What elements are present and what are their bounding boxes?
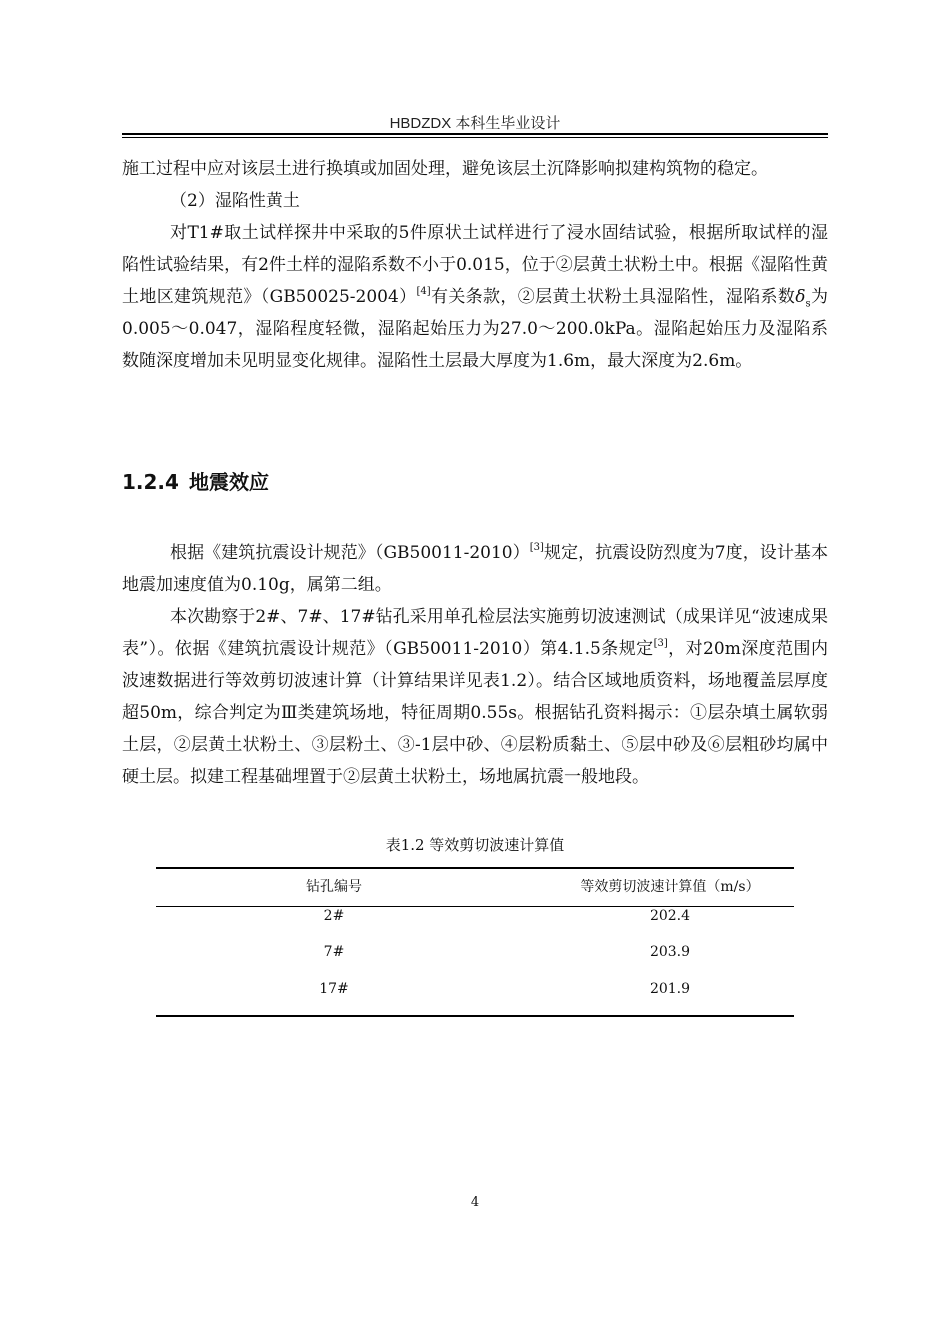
page-header-title: HBDZDX 本科生毕业设计	[389, 115, 561, 132]
text-run: 规定，抗震设防烈度为7度，设计基本地震加速度值为0.10g，属第二组。	[122, 543, 828, 595]
section-heading	[122, 466, 269, 495]
text-run: 本次勘察于2#、7#、17#钻孔采用单孔检层法实施剪切波速测试（成果详见“波速成果表”）。依据《建筑抗震设计规范》（GB50011-2010）第4.1.5条规定	[122, 607, 828, 659]
table-rule-bottom	[156, 1015, 794, 1017]
text-block-top	[122, 153, 828, 377]
section-title: 地震效应	[188, 470, 269, 494]
table-cell-borehole: 7#	[323, 944, 345, 960]
section-number: 1.2.4	[122, 470, 179, 494]
paragraph-seismic-1	[122, 537, 828, 601]
delta-subscript: s	[805, 298, 811, 310]
table-header-borehole: 钻孔编号	[306, 879, 362, 895]
header-rule-thin	[122, 137, 828, 138]
text-block-seismic	[122, 537, 828, 793]
text-run: 有关条款，②层黄土状粉土具湿陷性，湿陷系数	[430, 287, 796, 307]
text-run: 为0.005～0.047，湿陷程度轻微，湿陷起始压力为27.0～200.0kPa。湿陷起始压力及湿陷系数随深度增加未见明显变化规律。湿陷性土层最大厚度为1.6m，最大深度为2.6m。	[122, 287, 829, 371]
delta-symbol: δ	[795, 287, 806, 307]
header-rule-thick	[122, 133, 828, 135]
table-cell-velocity: 202.4	[649, 908, 691, 924]
table-rule-mid	[156, 906, 794, 907]
text-run: 对T1#取土试样探井中采取的5件原状土试样进行了浸水固结试验，根据所取试样的湿陷性试验结果，有2件土样的湿陷系数不小于0.015，位于②层黄土状粉土中。根据《湿陷性黄土地区建筑规范》（GB50025-2004）	[122, 223, 828, 307]
table-rule-top	[156, 867, 794, 869]
subheading-collapsible-loess: （2）湿陷性黄土	[170, 191, 300, 211]
text-run: 根据《建筑抗震设计规范》（GB50011-2010）	[170, 543, 530, 563]
table-cell-velocity: 201.9	[649, 981, 691, 997]
table-cell-velocity: 203.9	[649, 944, 691, 960]
paragraph-seismic-2	[122, 601, 828, 793]
table-header-velocity: 等效剪切波速计算值（m/s）	[580, 879, 760, 895]
text-run: ，对20m深度范围内波速数据进行等效剪切波速计算（计算结果详见表1.2）。结合区域地质资料，场地覆盖层厚度超50m，综合判定为Ⅲ类建筑场地，特征周期0.55s。根据钻孔资料揭示：①层杂填土属软弱土层，②层黄土状粉土、③层粉土、③-1层中砂、④层粉质黏土、⑤层中砂及⑥层粗砂均属中硬土层。拟建工程基础埋置于②层黄土状粉土，场地属抗震一般地段。	[122, 639, 828, 787]
paragraph-top: 施工过程中应对该层土进行换填或加固处理，避免该层土沉降影响拟建构筑物的稳定。	[122, 159, 768, 179]
page-number: 4	[470, 1195, 480, 1210]
table-cell-borehole: 2#	[323, 908, 345, 924]
paragraph-collapsible-loess	[122, 217, 828, 377]
table-caption: 表1.2 等效剪切波速计算值	[385, 836, 565, 854]
citation-ref: [4]	[416, 286, 431, 298]
citation-ref: [3]	[653, 638, 668, 650]
citation-ref: [3]	[529, 542, 544, 554]
table-cell-borehole: 17#	[319, 981, 349, 997]
